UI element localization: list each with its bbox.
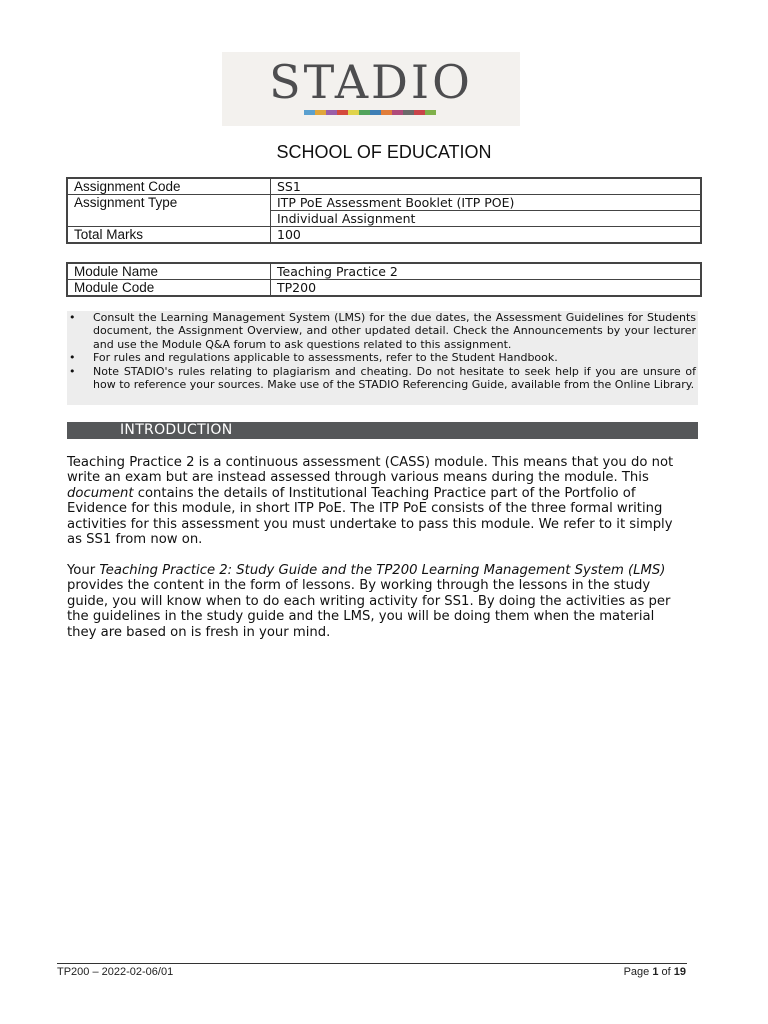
introduction-heading-bar [67,422,698,439]
school-title: SCHOOL OF EDUCATION [276,142,492,162]
footer-page-number [624,966,686,978]
page-total: 19 [673,966,686,978]
assignment-type-label: Assignment Type [68,195,271,227]
list-item [67,365,698,392]
paragraph-emphasis: document [67,485,134,501]
of-word: of [658,966,674,978]
table-row [68,227,701,243]
logo-bar-segment [392,110,403,115]
note-text: For rules and regulations applicable to assessments, refer to the Student Handbook. [93,351,558,365]
logo-color-bar [304,110,436,115]
logo-bar-segment [381,110,392,115]
assignment-table [67,178,701,243]
stadio-logo [222,52,520,126]
footer-divider [57,963,687,964]
total-marks-label: Total Marks [68,227,271,243]
introduction-heading: INTRODUCTION [120,422,233,438]
bullet-icon: • [69,311,76,324]
paragraph-emphasis: Teaching Practice 2: Study Guide and the TP200 Learning Management System (LMS) [99,563,666,578]
assignment-code-value: SS1 [271,179,701,195]
paragraph-text: Teaching Practice 2 is a continuous assessment (CASS) module. This means that you do not write an exam but are instead assessed through various means during the module. This [67,455,674,486]
paragraph-text: Your [67,563,100,578]
note-text: Note STADIO's rules relating to plagiarism and cheating. Do not hesitate to seek help if you are unsure of how to reference your sources. Make use of the STADIO Referencing Guide, available from the Online Library. [93,364,696,392]
footer-doc-code: TP200 – 2022-02-06/01 [57,966,174,978]
intro-paragraph-2 [67,563,687,640]
table-row [68,195,701,211]
module-name-value: Teaching Practice 2 [271,264,701,280]
logo-bar-segment [315,110,326,115]
paragraph-text: provides the content in the form of lessons. By working through the lessons in the study guide, you will know when to do each writing activity for SS1. By doing the activities as per the guidelines in the study guide and the LMS, you will be doing them when the material they are based on is fresh in your mind. [67,578,671,640]
assignment-type-value-1: ITP PoE Assessment Booklet (ITP POE) [271,195,701,211]
module-table-frame [66,262,702,297]
bullet-icon: • [69,351,76,365]
assignment-code-label: Assignment Code [68,179,271,195]
logo-bar-segment [403,110,414,115]
bullet-icon: • [69,364,76,378]
total-marks-value: 100 [271,227,701,243]
logo-bar-segment [425,110,436,115]
logo-bar-segment [304,110,315,115]
list-item [67,351,698,364]
table-row [68,264,701,280]
module-code-label: Module Code [68,280,271,296]
logo-bar-segment [348,110,359,115]
page-word: Page [623,966,653,978]
list-item [67,311,698,351]
logo-bar-segment [370,110,381,115]
module-code-value: TP200 [271,280,701,296]
note-text: Consult the Learning Management System (LMS) for the due dates, the Assessment Guidelines for Students document, the Assignment Overview, and other updated detail. Check the Announcements by your lecturer and use the Module Q&A forum to ask questions related to this assignment. [93,311,696,351]
notes-box [67,311,698,405]
logo-bar-segment [359,110,370,115]
module-name-label: Module Name [68,264,271,280]
table-row [68,179,701,195]
assignment-table-frame [66,177,702,244]
assignment-type-value-2: Individual Assignment [271,211,701,227]
paragraph-text: contains the details of Institutional Teaching Practice part of the Portfolio of Evidence for this module, in short ITP PoE. The ITP PoE consists of the three formal writing activities for this assessment you must undertake to pass this module. We refer to it simply as SS1 from now on. [67,485,673,548]
logo-bar-segment [337,110,348,115]
notes-list [67,311,698,391]
page-current: 1 [652,966,659,978]
module-table [67,263,701,296]
logo-bar-segment [326,110,337,115]
intro-paragraph-1 [67,455,687,547]
logo-bar-segment [414,110,425,115]
logo-wordmark: STADIO [269,55,473,109]
table-row [68,280,701,296]
